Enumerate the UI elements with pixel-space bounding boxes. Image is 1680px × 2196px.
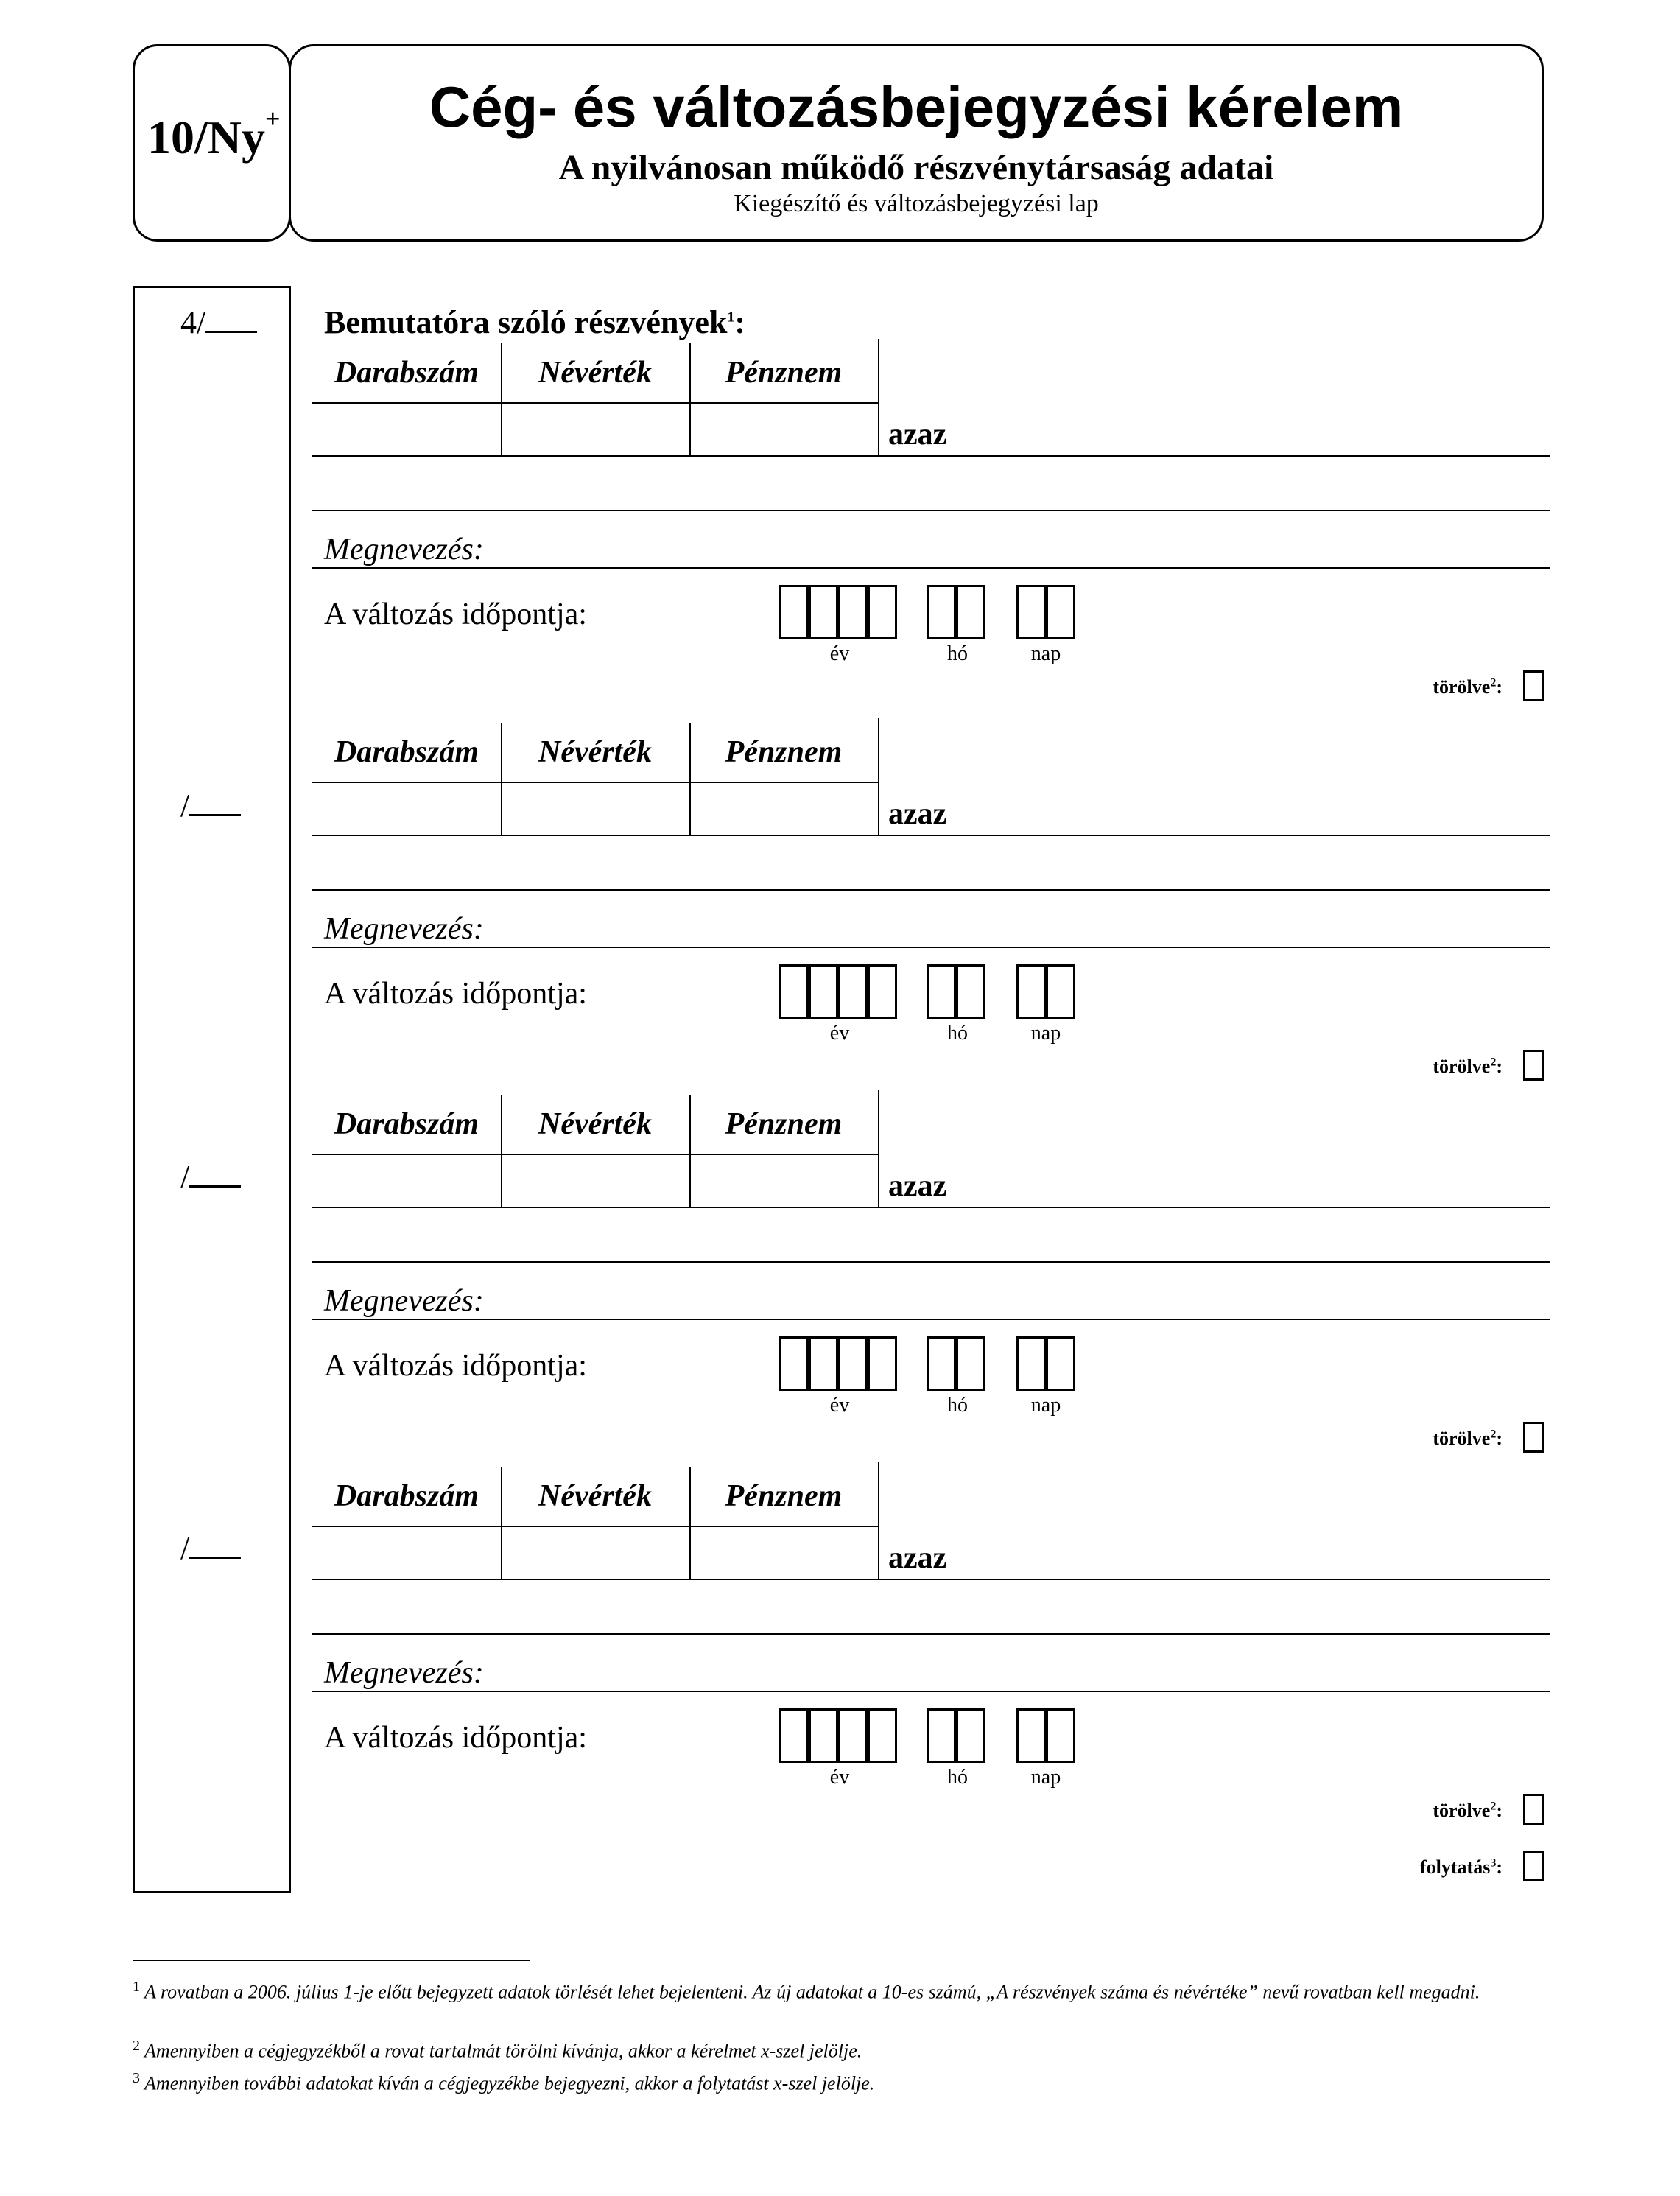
megnevezes-label: Megnevezés: [324,1656,484,1690]
torolve-text: törölve [1433,1800,1491,1821]
row-number-text: / [180,1159,190,1195]
table-cell-2[interactable] [504,785,686,832]
day-digit-1[interactable] [1016,964,1046,1019]
table-divider [501,402,502,455]
year-digit-4[interactable] [868,964,897,1019]
value-line [312,455,1550,457]
year-digit-4[interactable] [868,585,897,639]
row-number-3 [180,1158,241,1196]
table-divider [689,1467,691,1579]
torolve-colon: : [1496,1800,1502,1821]
change-date-label: A változás időpontja: [324,597,587,631]
table-divider [878,339,879,455]
folytatas-sup: 3 [1490,1856,1497,1870]
table-cell-1[interactable] [315,1157,498,1204]
continuation-field[interactable] [312,1214,1550,1258]
table-divider [501,723,502,782]
table-cell-3[interactable] [692,1529,875,1576]
footnote-1-num: 1 [133,1979,140,1995]
table-divider [878,1090,879,1207]
section-label [324,304,745,341]
section-label-text: Bemutatóra szóló részvények [324,304,728,340]
row-number-column [133,286,291,1893]
torolve-checkbox[interactable] [1523,670,1544,701]
torolve-text: törölve [1433,676,1491,698]
footnote-1-text: A rovatban a 2006. július 1-je előtt bejegyzett adatok törlését lehet bejelenteni. Az új adatokat a 10-es számú, „A részvények száma és névértéke” nevű rovatban kell megadni. [144,1981,1480,2003]
value-field[interactable] [957,413,1547,454]
year-digit-1[interactable] [779,1336,809,1391]
table-header-line [312,1154,878,1155]
table-header-1: Darabszám [334,356,479,390]
megnevezes-field[interactable] [516,1274,1547,1316]
table-cell-1[interactable] [315,1529,498,1576]
month-digit-1[interactable] [927,1708,956,1763]
year-digit-2[interactable] [809,1708,838,1763]
megnevezes-line [312,567,1550,569]
table-cell-3[interactable] [692,1157,875,1204]
table-header-1: Darabszám [334,1479,479,1513]
year-digit-3[interactable] [838,1708,868,1763]
footnote-separator [133,1960,530,1961]
form-title: Cég- és változásbejegyzési kérelem [429,74,1404,139]
year-label: év [829,1022,850,1045]
table-cell-3[interactable] [692,405,875,452]
row-number-blank[interactable] [205,306,257,333]
month-digit-2[interactable] [956,964,985,1019]
folytatas-label [1355,1856,1502,1878]
torolve-label [1355,1800,1502,1822]
megnevezes-line [312,1691,1550,1692]
form-code-sup: + [265,104,281,133]
megnevezes-field[interactable] [516,1646,1547,1688]
year-digit-3[interactable] [838,964,868,1019]
change-date-label: A változás időpontja: [324,1721,587,1755]
torolve-text: törölve [1433,1056,1491,1077]
torolve-sup: 2 [1490,1800,1497,1813]
table-header-1: Darabszám [334,1107,479,1141]
form-subsubtitle: Kiegészítő és változásbejegyzési lap [734,190,1099,217]
row-number-1 [180,304,257,341]
table-cell-2[interactable] [504,1529,686,1576]
footnote-3-num: 3 [133,2070,140,2086]
day-digit-2[interactable] [1046,1708,1075,1763]
torolve-label [1355,1428,1502,1450]
continuation-field[interactable] [312,463,1550,507]
table-header-3: Pénznem [725,735,843,769]
day-digit-1[interactable] [1016,585,1046,639]
torolve-text: törölve [1433,1428,1491,1449]
table-divider [689,723,691,835]
row-number-blank[interactable] [189,1160,241,1188]
megnevezes-label: Megnevezés: [324,533,484,566]
megnevezes-line [312,1319,1550,1320]
day-label: nap [1030,642,1061,665]
month-digit-1[interactable] [927,964,956,1019]
table-header-line [312,402,878,404]
row-number-text: 4/ [180,304,206,340]
row-number-blank[interactable] [189,1532,241,1559]
day-label: nap [1030,1394,1061,1417]
year-digit-4[interactable] [868,1336,897,1391]
azaz-label: azaz [888,1541,947,1575]
table-divider [501,1467,502,1526]
azaz-label: azaz [888,797,947,831]
table-header-line [312,1526,878,1527]
folytatas-colon: : [1496,1856,1502,1878]
month-label: hó [947,1394,968,1417]
year-digit-1[interactable] [779,1708,809,1763]
row-number-blank[interactable] [189,789,241,816]
torolve-label [1355,1056,1502,1078]
form-code-text: 10/Ny [147,111,265,164]
table-header-1: Darabszám [334,735,479,769]
year-label: év [829,642,850,665]
table-divider [689,343,691,455]
megnevezes-label: Megnevezés: [324,912,484,946]
table-cell-3[interactable] [692,785,875,832]
torolve-colon: : [1496,676,1502,698]
footnote-3-text: Amennyiben további adatokat kíván a cégjegyzékbe bejegyezni, akkor a folytatást x-szel jelölje. [144,2072,875,2094]
table-header-3: Pénznem [725,1107,843,1141]
footnote-3 [133,2066,1532,2097]
value-line [312,1207,1550,1208]
value-field[interactable] [957,1536,1547,1577]
table-divider [878,1462,879,1579]
section-label-colon: : [734,304,746,340]
table-header-3: Pénznem [725,1479,843,1513]
megnevezes-field[interactable] [516,523,1547,564]
day-digit-2[interactable] [1046,585,1075,639]
day-label: nap [1030,1022,1061,1045]
day-digit-2[interactable] [1046,964,1075,1019]
continuation-field[interactable] [312,1586,1550,1630]
megnevezes-field[interactable] [516,902,1547,944]
continuation-line [312,889,1550,891]
table-header-line [312,782,878,783]
value-field[interactable] [957,1164,1547,1205]
table-header-2: Névérték [538,735,652,769]
table-divider [501,1095,502,1154]
value-line [312,835,1550,836]
table-divider [501,782,502,835]
torolve-colon: : [1496,1056,1502,1077]
year-digit-2[interactable] [809,1336,838,1391]
year-label: év [829,1394,850,1417]
continuation-line [312,510,1550,511]
table-divider [689,1095,691,1207]
megnevezes-label: Megnevezés: [324,1284,484,1318]
azaz-label: azaz [888,1169,947,1203]
year-digit-1[interactable] [779,585,809,639]
folytatas-checkbox[interactable] [1523,1851,1544,1881]
year-label: év [829,1766,850,1789]
table-cell-2[interactable] [504,405,686,452]
month-digit-1[interactable] [927,585,956,639]
month-digit-2[interactable] [956,1708,985,1763]
table-divider [501,343,502,402]
change-date-label: A változás időpontja: [324,977,587,1011]
month-digit-2[interactable] [956,1336,985,1391]
torolve-checkbox[interactable] [1523,1794,1544,1825]
footnote-1 [133,1974,1532,2005]
torolve-sup: 2 [1490,1428,1497,1441]
month-label: hó [947,1766,968,1789]
change-date-label: A változás időpontja: [324,1349,587,1383]
torolve-colon: : [1496,1428,1502,1449]
torolve-sup: 2 [1490,1056,1497,1069]
year-digit-2[interactable] [809,964,838,1019]
torolve-checkbox[interactable] [1523,1050,1544,1081]
continuation-line [312,1261,1550,1263]
torolve-checkbox[interactable] [1523,1422,1544,1453]
month-digit-1[interactable] [927,1336,956,1391]
day-digit-1[interactable] [1016,1708,1046,1763]
row-number-4 [180,1529,241,1567]
continuation-line [312,1633,1550,1635]
month-label: hó [947,642,968,665]
table-cell-2[interactable] [504,1157,686,1204]
year-digit-3[interactable] [838,1336,868,1391]
form-subtitle: A nyilvánosan működő részvénytársaság adatai [558,148,1274,187]
continuation-field[interactable] [312,842,1550,886]
month-label: hó [947,1022,968,1045]
footnote-2-num: 2 [133,2038,140,2054]
torolve-sup: 2 [1490,676,1497,690]
folytatas-text: folytatás [1420,1856,1491,1878]
table-divider [501,1154,502,1207]
year-digit-3[interactable] [838,585,868,639]
form-code [147,104,281,165]
table-cell-1[interactable] [315,785,498,832]
table-divider [501,1526,502,1579]
row-number-2 [180,787,241,824]
table-header-2: Névérték [538,356,652,390]
torolve-label [1355,676,1502,698]
year-digit-2[interactable] [809,585,838,639]
value-field[interactable] [957,792,1547,833]
year-digit-1[interactable] [779,964,809,1019]
day-digit-2[interactable] [1046,1336,1075,1391]
day-digit-1[interactable] [1016,1336,1046,1391]
footnote-2-text: Amennyiben a cégjegyzékből a rovat tartalmát törölni kívánja, akkor a kérelmet x-szel jelölje. [144,2040,862,2062]
table-header-2: Névérték [538,1479,652,1513]
table-cell-1[interactable] [315,405,498,452]
row-number-text: / [180,787,190,824]
table-header-2: Névérték [538,1107,652,1141]
month-digit-2[interactable] [956,585,985,639]
value-line [312,1579,1550,1580]
azaz-label: azaz [888,418,947,452]
footnote-2 [133,2033,1532,2064]
row-number-text: / [180,1530,190,1566]
year-digit-4[interactable] [868,1708,897,1763]
day-label: nap [1030,1766,1061,1789]
table-header-3: Pénznem [725,356,843,390]
table-divider [878,718,879,835]
megnevezes-line [312,947,1550,948]
section-label-sup: 1 [727,309,735,326]
